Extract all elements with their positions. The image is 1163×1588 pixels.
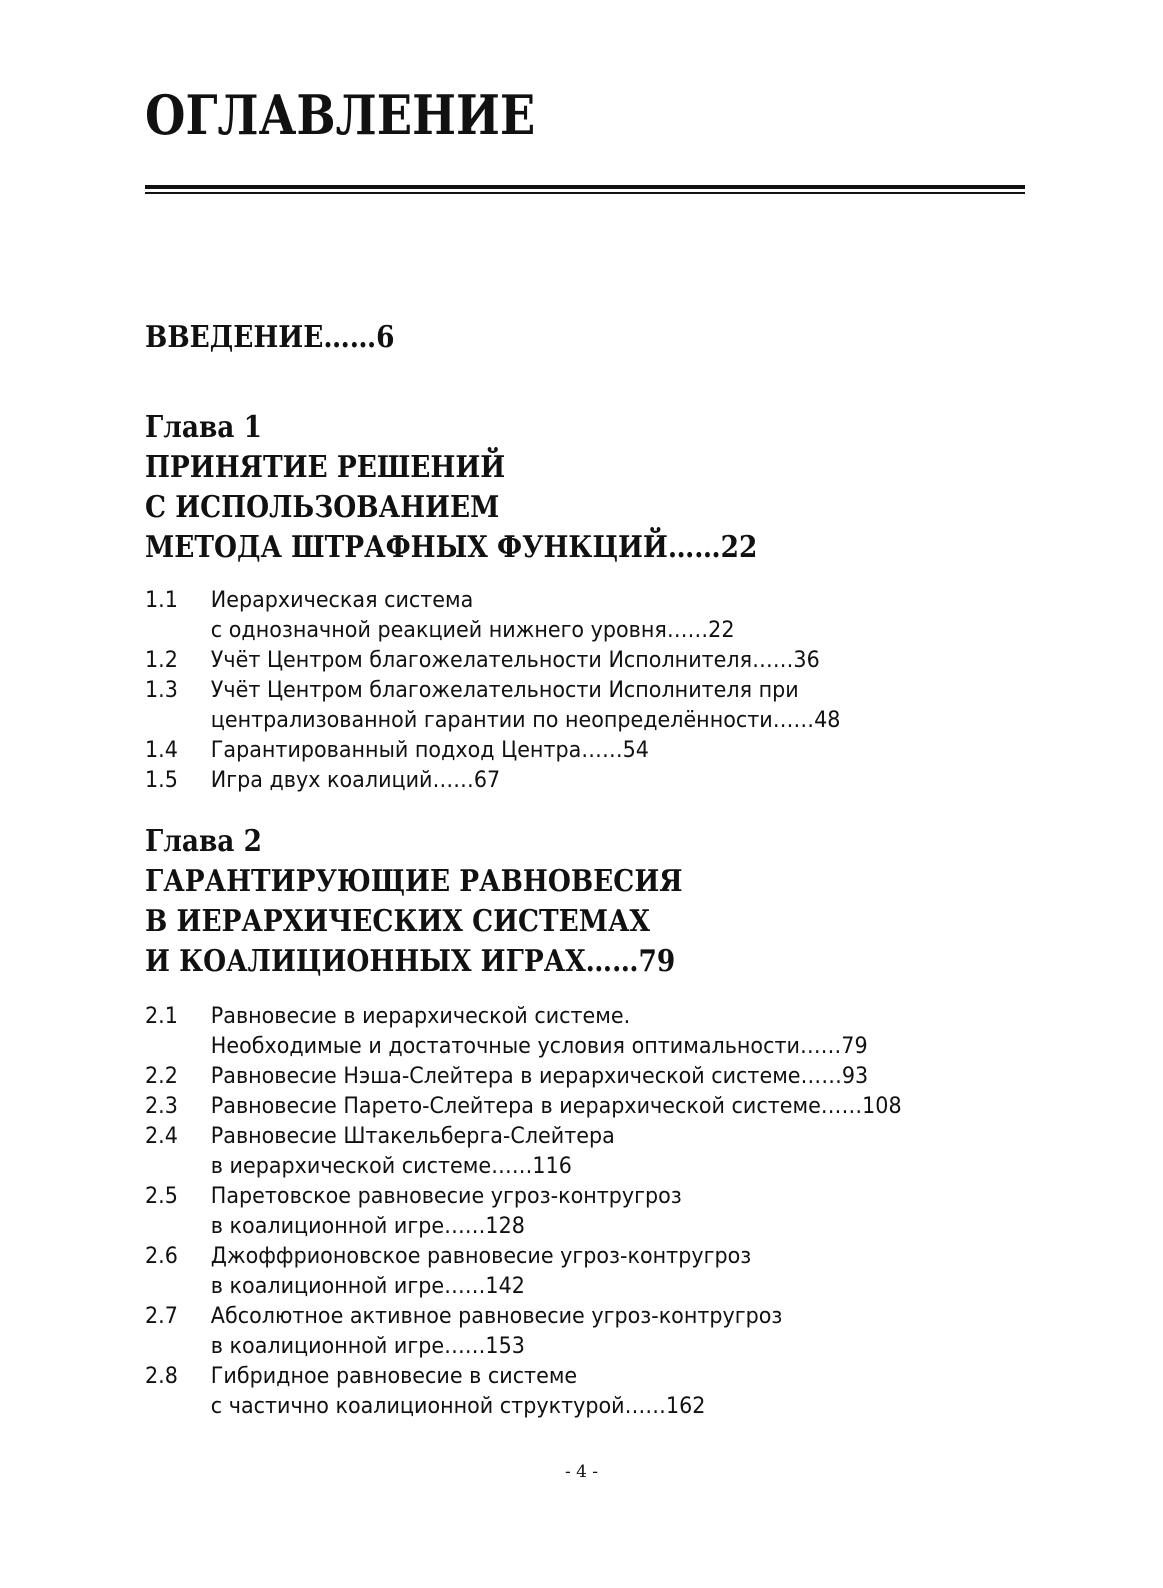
toc-section-1-4 — [145, 736, 649, 766]
section-title-continued: в коалиционной игре……142 — [210, 1274, 525, 1299]
section-title: Равновесие Нэша-Слейтера в иерархической системе……93 — [210, 1064, 869, 1089]
chapter-2-title-line-2: В ИЕРАРХИЧЕСКИХ СИСТЕМАХ — [145, 904, 651, 939]
title-rule-thin — [145, 192, 1025, 194]
section-number: 2.1 — [145, 1004, 178, 1029]
section-number: 2.8 — [145, 1364, 178, 1389]
chapter-2-label: Глава 2 — [145, 824, 262, 859]
section-title: Учёт Центром благожелательности Исполнителя при — [210, 678, 799, 703]
toc-section-2-4 — [145, 1122, 615, 1182]
toc-section-2-1 — [145, 1002, 868, 1062]
intro-entry: ВВЕДЕНИЕ……6 — [145, 320, 395, 355]
toc-section-1-3 — [145, 676, 840, 736]
section-title-continued: в иерархической системе……116 — [210, 1154, 572, 1179]
section-number: 2.5 — [145, 1184, 178, 1209]
section-number: 2.6 — [145, 1244, 178, 1269]
section-title: Абсолютное активное равновесие угроз-контругроз — [210, 1304, 783, 1329]
chapter-1-title-line-3: МЕТОДА ШТРАФНЫХ ФУНКЦИЙ……22 — [145, 530, 758, 565]
chapter-1-title-line-2: С ИСПОЛЬЗОВАНИЕМ — [145, 490, 500, 525]
section-number: 2.4 — [145, 1124, 178, 1149]
section-number: 2.2 — [145, 1064, 178, 1089]
page-title: ОГЛАВЛЕНИЕ — [145, 83, 536, 147]
toc-section-2-8 — [145, 1362, 705, 1422]
section-title-continued: Необходимые и достаточные условия оптимальности……79 — [210, 1034, 868, 1059]
section-title: Иерархическая система — [210, 588, 474, 613]
section-number: 2.3 — [145, 1094, 178, 1119]
section-title: Равновесие Штакельберга-Слейтера — [210, 1124, 615, 1149]
chapter-1-title-line-1: ПРИНЯТИЕ РЕШЕНИЙ — [145, 450, 506, 485]
section-number: 1.4 — [145, 738, 178, 763]
section-title: Игра двух коалиций……67 — [210, 768, 501, 793]
section-number: 1.5 — [145, 768, 178, 793]
chapter-2-title-line-1: ГАРАНТИРУЮЩИЕ РАВНОВЕСИЯ — [145, 864, 683, 899]
section-title: Равновесие Парето-Слейтера в иерархической системе……108 — [210, 1094, 902, 1119]
section-title: Гибридное равновесие в системе — [210, 1364, 578, 1389]
section-title: Джоффрионовское равновесие угроз-контругроз — [210, 1244, 752, 1269]
section-title-continued: в коалиционной игре……153 — [210, 1334, 525, 1359]
toc-section-1-1 — [145, 586, 734, 646]
section-title: Паретовское равновесие угроз-контругроз — [210, 1184, 682, 1209]
section-title-continued: с однозначной реакцией нижнего уровня……22 — [210, 618, 735, 643]
section-title: Равновесие в иерархической системе. — [210, 1004, 631, 1029]
section-title-continued: с частично коалиционной структурой……162 — [210, 1394, 706, 1419]
chapter-2-title-line-3: И КОАЛИЦИОННЫХ ИГРАХ……79 — [145, 944, 676, 979]
section-number: 2.7 — [145, 1304, 178, 1329]
chapter-1-label: Глава 1 — [145, 410, 262, 445]
section-title-continued: в коалиционной игре……128 — [210, 1214, 525, 1239]
toc-section-2-3 — [145, 1092, 902, 1122]
page-number: - 4 - — [564, 1462, 599, 1482]
section-number: 1.1 — [145, 588, 178, 613]
section-title: Гарантированный подход Центра……54 — [210, 738, 649, 763]
title-rule-thick — [145, 185, 1025, 189]
toc-section-2-2 — [145, 1062, 868, 1092]
toc-section-1-5 — [145, 766, 500, 796]
toc-section-2-5 — [145, 1182, 682, 1242]
section-title: Учёт Центром благожелательности Исполнителя……36 — [210, 648, 820, 673]
toc-section-2-7 — [145, 1302, 782, 1362]
section-title-continued: централизованной гарантии по неопределённости……48 — [210, 708, 841, 733]
section-number: 1.3 — [145, 678, 178, 703]
toc-section-1-2 — [145, 646, 820, 676]
section-number: 1.2 — [145, 648, 178, 673]
toc-section-2-6 — [145, 1242, 751, 1302]
